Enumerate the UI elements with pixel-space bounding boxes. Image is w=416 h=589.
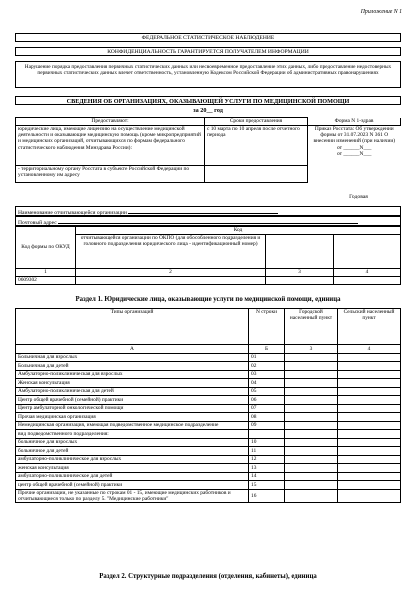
code-form-header: Код формы по ОКУД xyxy=(16,227,76,269)
okpo-value[interactable] xyxy=(76,277,266,285)
village-value-cell[interactable] xyxy=(338,489,401,502)
village-value-cell[interactable] xyxy=(338,481,401,490)
okpo-header: отчитывающейся организации по ОКПО (для обособленного подразделения и головного подразделения юридического лица - идентификационный номер) xyxy=(76,235,266,269)
row-label: вид подведомственного подразделения: xyxy=(16,430,249,439)
submit-when-1: с 10 марта по 10 апреля после отчетного периода xyxy=(205,126,308,166)
row-label: женская консультация xyxy=(16,464,249,473)
city-value-cell[interactable] xyxy=(285,387,338,396)
period-box: Годовая xyxy=(349,194,368,200)
row-number xyxy=(249,430,285,439)
s1-letter-a: А xyxy=(16,345,249,354)
row-number: 07 xyxy=(249,404,285,413)
city-value-cell[interactable] xyxy=(285,481,338,490)
city-value-cell[interactable] xyxy=(285,362,338,371)
org-address-field[interactable] xyxy=(58,218,358,224)
row-label: амбулаторно-поликлиническое для детей xyxy=(16,472,249,481)
code-header: Код xyxy=(76,227,401,235)
city-value-cell[interactable] xyxy=(285,413,338,422)
row-label: Больничная для взрослых xyxy=(16,353,249,362)
org-name-label: Наименование отчитывающейся организации xyxy=(18,210,127,216)
table-row xyxy=(16,421,401,430)
row-label: Амбулаторно-поликлиническая для детей xyxy=(16,387,249,396)
submit-who-1: юридические лица, имеющие лицензию на осуществление медицинской деятельности и оказывающие медицинскую помощь (кроме микропредприятий и медицинских организаций, отчитывающихся по формам федерального статистического наблюдения Минздрава России): xyxy=(16,126,205,166)
village-value-cell[interactable] xyxy=(338,353,401,362)
table-row xyxy=(16,455,401,464)
submit-order xyxy=(308,126,401,183)
table-row xyxy=(16,447,401,456)
row-number: 13 xyxy=(249,464,285,473)
table-row xyxy=(16,472,401,481)
row-number: 12 xyxy=(249,455,285,464)
org-address-label: Почтовый адрес xyxy=(18,220,57,226)
code-col-3-header xyxy=(266,235,334,269)
village-value-cell[interactable] xyxy=(338,455,401,464)
row-label: центр общей врачебной (семейной) практики xyxy=(16,481,249,490)
city-value-cell[interactable] xyxy=(285,472,338,481)
code-num-4: 4 xyxy=(334,269,401,277)
violation-note: Нарушение порядка предоставления первичных статистических данных или несвоевременное предоставление этих данных, либо предоставление недостоверных первичных статистических данных влечет ответственность, установленную Кодексом Российской Федерации об административных правонарушениях xyxy=(15,61,401,88)
fso-banner: ФЕДЕРАЛЬНОЕ СТАТИСТИЧЕСКОЕ НАБЛЮДЕНИЕ xyxy=(15,33,401,42)
table-row xyxy=(16,362,401,371)
row-number: 01 xyxy=(249,353,285,362)
row-number: 03 xyxy=(249,370,285,379)
code-num-1: 1 xyxy=(16,269,76,277)
row-number: 06 xyxy=(249,396,285,405)
village-value-cell[interactable] xyxy=(338,379,401,388)
conf-banner: КОНФИДЕНЦИАЛЬНОСТЬ ГАРАНТИРУЕТСЯ ПОЛУЧАТЕЛЕМ ИНФОРМАЦИИ xyxy=(15,47,401,56)
village-value-cell[interactable] xyxy=(338,387,401,396)
submission-table xyxy=(15,117,401,183)
table-row xyxy=(16,430,401,439)
submit-header-when: Сроки предоставления xyxy=(205,118,308,126)
table-row xyxy=(16,413,401,422)
okud-code: 0609302 xyxy=(16,277,76,285)
org-name-row xyxy=(15,206,401,216)
section1-rows xyxy=(16,353,401,502)
section1-table xyxy=(15,308,401,503)
row-label: Женская консультация xyxy=(16,379,249,388)
village-value-cell[interactable] xyxy=(338,472,401,481)
city-value-cell[interactable] xyxy=(285,447,338,456)
row-label: Больничная для детей xyxy=(16,362,249,371)
row-label: больничное для взрослых xyxy=(16,438,249,447)
row-number: 14 xyxy=(249,472,285,481)
table-row xyxy=(16,387,401,396)
org-name-field[interactable] xyxy=(128,208,278,214)
code-value-4[interactable] xyxy=(334,277,401,285)
s1-letter-b: Б xyxy=(249,345,285,354)
table-row xyxy=(16,464,401,473)
city-value-cell[interactable] xyxy=(285,455,338,464)
table-row xyxy=(16,379,401,388)
row-label: Прочая медицинская организация xyxy=(16,413,249,422)
row-label: Центр общей врачебной (семейной) практики xyxy=(16,396,249,405)
code-num-3: 3 xyxy=(266,269,334,277)
village-value-cell[interactable] xyxy=(338,438,401,447)
city-value-cell[interactable] xyxy=(285,404,338,413)
table-row xyxy=(16,438,401,447)
code-value-3[interactable] xyxy=(266,277,334,285)
section2-title: Раздел 2. Структурные подразделения (отделения, кабинеты), единица xyxy=(99,573,317,580)
submit-header-form: Форма N 1-здрав xyxy=(308,118,401,126)
table-row xyxy=(16,489,401,502)
city-value-cell[interactable] xyxy=(285,421,338,430)
code-table xyxy=(15,226,401,285)
table-row xyxy=(16,481,401,490)
village-value-cell[interactable] xyxy=(338,396,401,405)
village-value-cell[interactable] xyxy=(338,464,401,473)
city-value-cell[interactable] xyxy=(285,370,338,379)
row-number: 11 xyxy=(249,447,285,456)
code-col-4-header xyxy=(334,235,401,269)
city-value-cell[interactable] xyxy=(285,464,338,473)
row-label: больничное для детей xyxy=(16,447,249,456)
row-number: 05 xyxy=(249,387,285,396)
row-label: Центр амбулаторной онкологической помощи xyxy=(16,404,249,413)
row-number: 16 xyxy=(249,489,285,502)
order-ot-2: от ______N___ xyxy=(337,150,372,157)
submit-who-2: - территориальному органу Росстата в субъекте Российской Федерации по установленному им адресу xyxy=(16,166,205,183)
village-value-cell[interactable] xyxy=(338,430,401,439)
row-number: 08 xyxy=(249,413,285,422)
row-number: 10 xyxy=(249,438,285,447)
table-row xyxy=(16,396,401,405)
row-number: 15 xyxy=(249,481,285,490)
row-label: Прочие организации, не указанные по строкам 01 - 15, имеющие медицинских работников и отчитывающиеся только по разделу 5. "Медицинские работники" xyxy=(16,489,249,502)
s1-header-type: Типы организаций xyxy=(16,309,249,345)
city-value-cell[interactable] xyxy=(285,396,338,405)
s1-letter-3: 3 xyxy=(285,345,338,354)
s1-letter-4: 4 xyxy=(338,345,401,354)
org-address-row xyxy=(15,216,401,226)
form-title: СВЕДЕНИЯ ОБ ОРГАНИЗАЦИЯХ, ОКАЗЫВАЮЩЕЙ УСЛУГИ ПО МЕДИЦИНСКОЙ ПОМОЩИ xyxy=(15,96,401,105)
submit-header-who: Предоставляют: xyxy=(16,118,205,126)
city-value-cell[interactable] xyxy=(285,353,338,362)
city-value-cell[interactable] xyxy=(285,489,338,502)
table-row xyxy=(16,404,401,413)
s1-header-num: N строки xyxy=(249,309,285,345)
row-number: 02 xyxy=(249,362,285,371)
code-num-2: 2 xyxy=(76,269,266,277)
city-value-cell[interactable] xyxy=(285,430,338,439)
village-value-cell[interactable] xyxy=(338,447,401,456)
section1-title: Раздел 1. Юридические лица, оказывающие услуги по медицинской помощи, единица xyxy=(75,296,341,303)
city-value-cell[interactable] xyxy=(285,438,338,447)
row-label: Амбулаторно-поликлиническая для взрослых xyxy=(16,370,249,379)
row-number: 04 xyxy=(249,379,285,388)
submit-when-2 xyxy=(205,166,308,183)
village-value-cell[interactable] xyxy=(338,404,401,413)
order-ot-1: от ______N___ xyxy=(337,144,372,151)
village-value-cell[interactable] xyxy=(338,413,401,422)
s1-header-city: Городской населенный пункт xyxy=(285,309,338,345)
row-number: 09 xyxy=(249,421,285,430)
order-text: Приказ Росстата: Об утверждении формы от 31.07.2023 N 361 О внесении изменений (при наличии) xyxy=(313,126,396,145)
annex-label: Приложение N 1 xyxy=(360,9,402,15)
row-label: Немедицинская организация, имеющая подведомственное медицинское подразделение xyxy=(16,421,249,430)
city-value-cell[interactable] xyxy=(285,379,338,388)
year-line: за 20__ год xyxy=(193,107,223,114)
village-value-cell[interactable] xyxy=(338,362,401,371)
s1-header-village: Сельский населенный пункт xyxy=(338,309,401,345)
table-row xyxy=(16,370,401,379)
table-row xyxy=(16,353,401,362)
row-label: амбулаторно-поликлиническое для взрослых xyxy=(16,455,249,464)
village-value-cell[interactable] xyxy=(338,370,401,379)
village-value-cell[interactable] xyxy=(338,421,401,430)
